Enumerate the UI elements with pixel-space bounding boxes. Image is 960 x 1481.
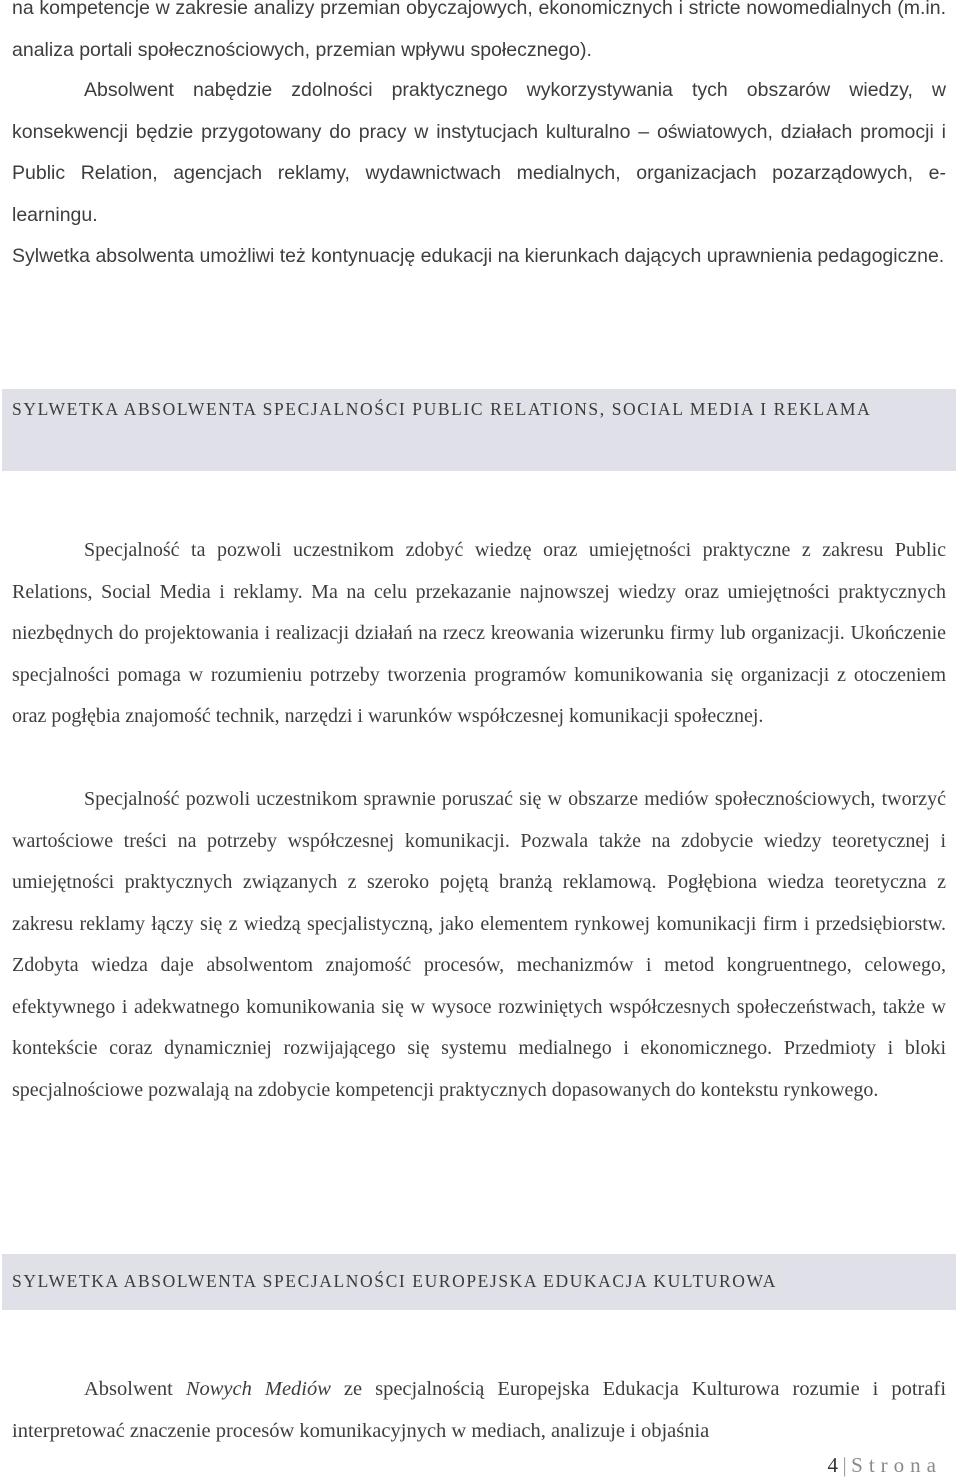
section-heading-pr: SYLWETKA ABSOLWENTA SPECJALNOŚCI PUBLIC RELATIONS, SOCIAL MEDIA I REKLAMA bbox=[12, 399, 872, 419]
paragraph-graduate-skills: Absolwent nabędzie zdolności praktycznego wykorzystywania tych obszarów wiedzy, w konsekwencji będzie przygotowany do pracy w instytucjach kulturalno – oświatowych, działach promocji i Public Relation, agencjach reklamy, wydawnictwach medialnych, organizacjach pozarządowych, e-learningu. bbox=[12, 79, 946, 226]
section-heading-box-eek bbox=[2, 1254, 956, 1310]
paragraph-pedagogical: Sylwetka absolwenta umożliwi też kontynuację edukacji na kierunkach dających uprawnienia pedagogiczne. bbox=[12, 245, 945, 267]
page-number: 4 bbox=[827, 1453, 839, 1477]
paragraph-competencies: na kompetencje w zakresie analizy przemian obyczajowych, ekonomicznych i stricte nowomedialnych (m.in. analiza portali społecznościowych, przemian wpływu społecznego). bbox=[12, 0, 946, 61]
paragraph-eek-graduate bbox=[12, 1369, 946, 1452]
footer-separator: | bbox=[842, 1453, 848, 1477]
footer-page-label: Strona bbox=[851, 1453, 942, 1477]
paragraph-eek-text-start: Absolwent bbox=[84, 1378, 186, 1400]
paragraph-pr-social-media: Specjalność pozwoli uczestnikom sprawnie poruszać się w obszarze mediów społecznościowych, tworzyć wartościowe treści na potrzeby współczesnej komunikacji. Pozwala także na zdobycie wiedzy teoretycznej i umiejętności praktycznych związanych z szeroko pojętą branżą reklamową. Pogłębiona wiedza teoretyczna z zakresu reklamy łączy się z wiedzą specjalistyczną, jako elementem rynkowej komunikacji firm i przedsiębiorstw. Zdobyta wiedza daje absolwentom znajomość procesów, mechanizmów i metod kongruentnego, celowego, efektywnego i adekwatnego komunikowania się w wysoce rozwiniętych współczesnych społeczeństwach, także w kontekście coraz dynamiczniej rozwijającego się systemu medialnego i ekonomicznego. Przedmioty i bloki specjalnościowe pozwalają na zdobycie kompetencji praktycznych dopasowanych do kontekstu rynkowego. bbox=[12, 788, 946, 1101]
paragraph-eek-text-end: ze specjalnością Europejska Edukacja Kulturowa rozumie i potrafi interpretować znaczenie procesów komunikacyjnych w mediach, analizuje i objaśnia bbox=[12, 1378, 947, 1442]
section-heading-eek: SYLWETKA ABSOLWENTA SPECJALNOŚCI EUROPEJSKA EDUKACJA KULTUROWA bbox=[12, 1271, 777, 1291]
paragraph-pr-specialization: Specjalność ta pozwoli uczestnikom zdobyć wiedzę oraz umiejętności praktyczne z zakresu Public Relations, Social Media i reklamy. Ma na celu przekazanie najnowszej wiedzy oraz umiejętności praktycznych niezbędnych do projektowania i realizacji działań na rzecz kreowania wizerunku firmy lub organizacji. Ukończenie specjalności pomaga w rozumieniu potrzeby tworzenia programów komunikowania się organizacji z otoczeniem oraz pogłębia znajomość technik, narzędzi i warunków współczesnej komunikacji społecznej. bbox=[12, 539, 946, 727]
page-footer bbox=[827, 1453, 942, 1478]
paragraph-eek-italic: Nowych Mediów bbox=[185, 1378, 331, 1400]
section-heading-box-pr bbox=[2, 389, 956, 471]
